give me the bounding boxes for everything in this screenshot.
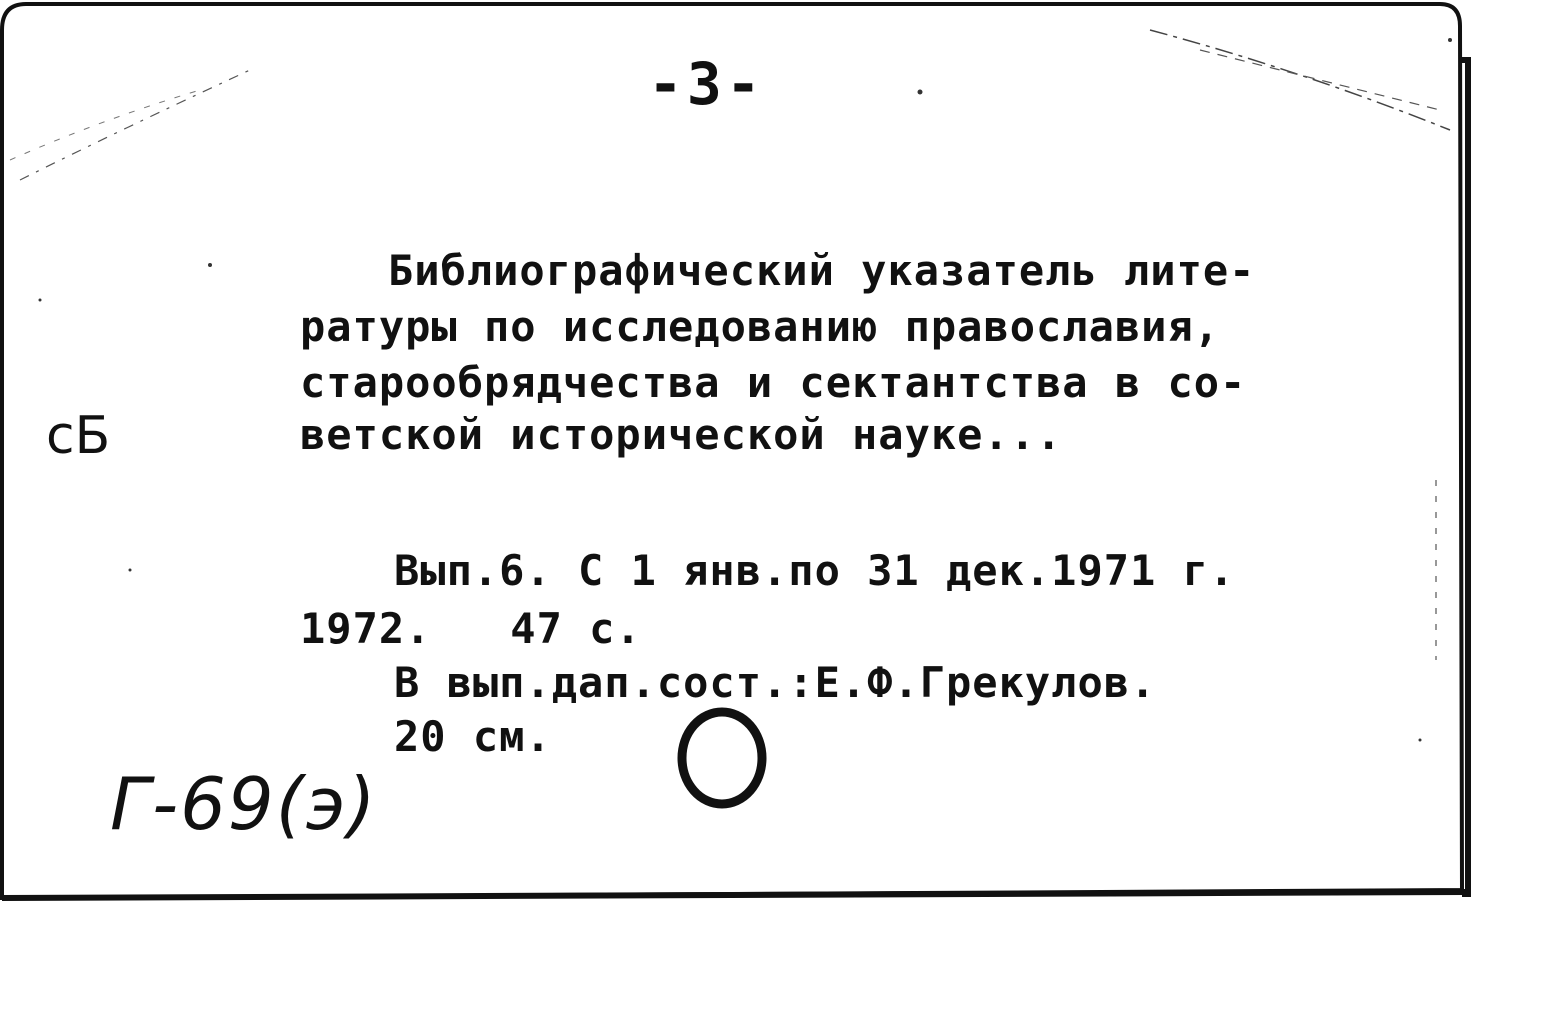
page-number: -3- xyxy=(648,50,765,118)
shelf-mark: сБ xyxy=(46,406,111,466)
issue-line: Вып.6. С 1 янв.по 31 дек.1971 г. xyxy=(394,546,1236,595)
title-line-4: ветской исторической науке... xyxy=(300,410,1063,459)
year-pages-line: 1972. 47 с. xyxy=(300,604,642,653)
compiler-line: В вып.дап.сост.:Е.Ф.Грекулов. xyxy=(394,658,1157,707)
title-line-2: ратуры по исследованию православия, xyxy=(300,302,1221,351)
hole-circle-mark xyxy=(676,706,768,810)
size-line: 20 см. xyxy=(394,712,552,761)
call-number: Г-69(э) xyxy=(110,762,378,846)
title-line-3: старообрядчества и сектантства в со- xyxy=(300,358,1247,407)
title-line-1: Библиографический указатель лите- xyxy=(388,246,1256,295)
